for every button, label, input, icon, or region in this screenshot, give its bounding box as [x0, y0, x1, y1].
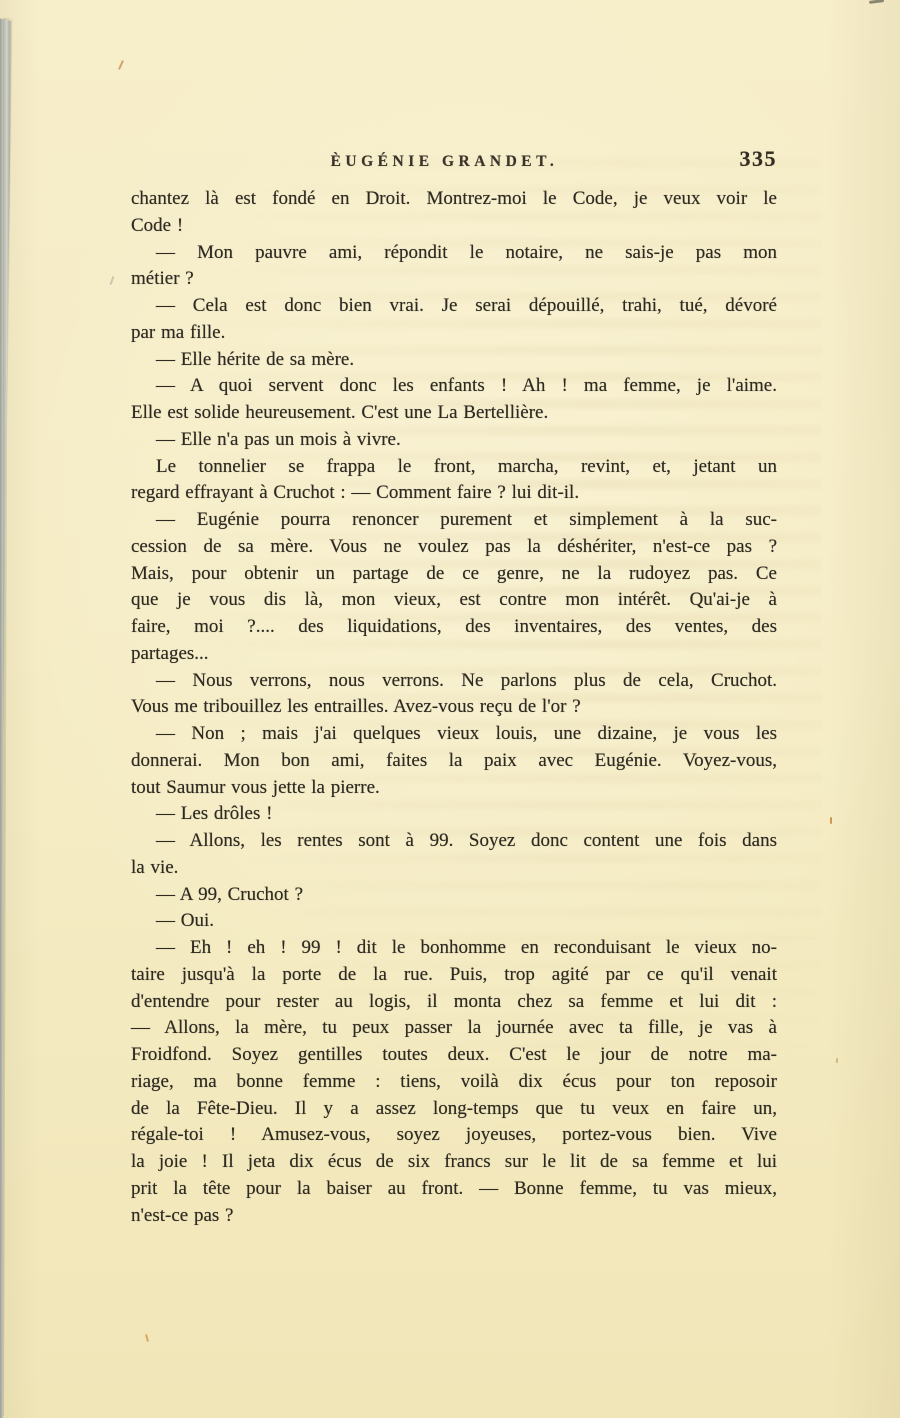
text-line: la joie ! Il jeta dix écus de six francs sur le lit de sa femme et lui [131, 1151, 777, 1172]
scan-artifact [118, 60, 124, 70]
text-line: Froidfond. Soyez gentilles toutes deux. C'est le jour de notre ma- [131, 1044, 777, 1065]
page-number: 335 [739, 146, 777, 171]
text-line: cession de sa mère. Vous ne voulez pas la déshériter, n'est-ce pas ? [131, 535, 777, 557]
text-line: regard effrayant à Cruchot : — Comment faire ? lui dit-il. [131, 482, 580, 504]
text-line: — Elle n'a pas un mois à vivre. [156, 428, 401, 450]
text-line: — Nous verrons, nous verrons. Ne parlons plus de cela, Cruchot. [156, 669, 777, 691]
text-line: Elle est solide heureusement. C'est une La Bertellière. [131, 402, 549, 423]
scan-artifact [836, 1058, 838, 1063]
text-line: taire jusqu'à la porte de la rue. Puis, trop agité par ce qu'il venait [131, 963, 777, 985]
text-line: tout Saumur vous jette la pierre. [131, 776, 380, 798]
text-line: — Allons, la mère, tu peux passer la journée avec ta fille, je vas à [131, 1017, 777, 1039]
text-line: — A quoi servent donc les enfants ! Ah ! ma femme, je l'aime. [156, 375, 777, 397]
text-line: — A 99, Cruchot ? [156, 883, 304, 905]
text-line: — Allons, les rentes sont à 99. Soyez donc content une fois dans [156, 830, 777, 851]
text-line: Le tonnelier se frappa le front, marcha, revint, et, jetant un [156, 455, 777, 477]
text-line: Code ! [131, 214, 184, 236]
text-line: que je vous dis là, mon vieux, est contre mon intérêt. Qu'ai-je à [131, 589, 777, 611]
text-line: partages... [131, 642, 209, 664]
text-line: — Non ; mais j'ai quelques vieux louis, une dizaine, je vous les [156, 723, 777, 744]
scan-artifact [145, 1334, 149, 1342]
scan-artifact [830, 817, 832, 824]
text-line: chantez là est fondé en Droit. Montrez-moi le Code, je veux voir le [131, 188, 777, 209]
text-line: — Elle hérite de sa mère. [156, 348, 355, 370]
text-line: Mais, pour obtenir un partage de ce genre, ne la rudoyez pas. Ce [131, 562, 777, 584]
text-line: régale-toi ! Amusez-vous, soyez joyeuses, portez-vous bien. Vive [131, 1124, 777, 1146]
scan-page-left-edge [0, 0, 13, 1418]
text-line: — Mon pauvre ami, répondit le notaire, ne sais-je pas mon [156, 241, 777, 263]
text-line: — Eugénie pourra renoncer purement et simplement à la suc- [156, 509, 777, 530]
text-line: métier ? [131, 268, 194, 290]
body-text [131, 186, 777, 1229]
text-line: d'entendre pour rester au logis, il monta chez sa femme et lui dit : [131, 990, 777, 1012]
text-line: riage, ma bonne femme : tiens, voilà dix écus pour ton reposoir [131, 1070, 777, 1092]
text-line: la vie. [131, 856, 179, 878]
text-line: prit la tête pour la baiser au front. — Bonne femme, tu vas mieux, [131, 1177, 777, 1199]
scan-artifact [869, 0, 884, 4]
text-line: — Cela est donc bien vrai. Je serai dépouillé, trahi, tué, dévoré [156, 295, 777, 316]
running-title: ÈUGÉNIE GRANDET. [330, 153, 559, 170]
scan-artifact [110, 276, 115, 285]
text-line: — Oui. [156, 910, 214, 932]
page-header [130, 146, 777, 177]
text-line: par ma fille. [131, 321, 226, 343]
text-line: donnerai. Mon bon ami, faites la paix avec Eugénie. Voyez-vous, [131, 749, 777, 771]
text-line: faire, moi ?.... des liquidations, des inventaires, des ventes, des [131, 616, 777, 637]
text-line: n'est-ce pas ? [131, 1204, 234, 1226]
text-line: — Eh ! eh ! 99 ! dit le bonhomme en reconduisant le vieux no- [156, 937, 777, 958]
text-line: — Les drôles ! [156, 803, 273, 825]
text-line: de la Fête-Dieu. Il y a assez long-temps que tu veux en faire un, [131, 1097, 777, 1119]
text-line: Vous me tribouillez les entrailles. Avez-vous reçu de l'or ? [131, 696, 581, 718]
